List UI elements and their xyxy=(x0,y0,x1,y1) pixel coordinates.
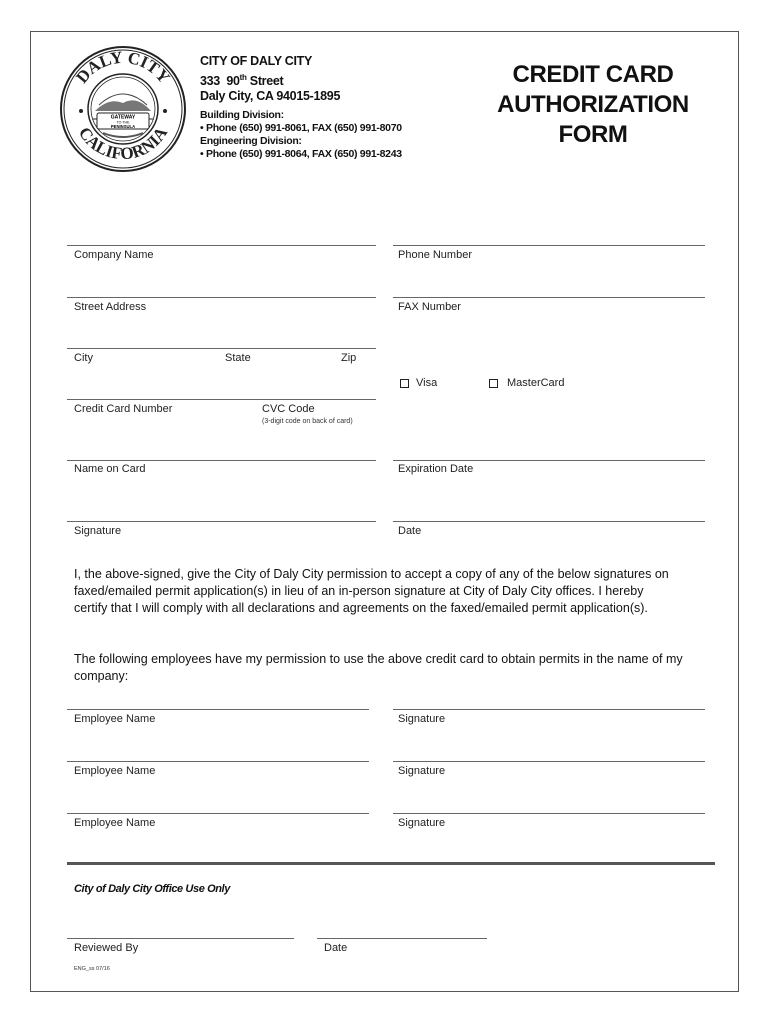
signature-line[interactable] xyxy=(67,521,376,522)
svg-text:CALIFORNIA: CALIFORNIA xyxy=(74,123,172,164)
employee-signature-line-3[interactable] xyxy=(393,813,705,814)
employee-name-line-3[interactable] xyxy=(67,813,369,814)
phone-number-label: Phone Number xyxy=(398,249,472,261)
form-title: CREDIT CARD AUTHORIZATION FORM xyxy=(497,61,689,148)
street-address-line[interactable] xyxy=(67,297,376,298)
zip-label: Zip xyxy=(341,352,357,364)
city-state-zip-line[interactable] xyxy=(67,348,376,349)
building-division-label: Building Division: xyxy=(200,108,284,121)
city-label: City xyxy=(74,352,93,364)
cvc-code-hint: (3-digit code on back of card) xyxy=(262,418,353,425)
employee-signature-label: Signature xyxy=(398,817,446,829)
reviewed-by-line[interactable] xyxy=(67,938,294,939)
expiration-date-line[interactable] xyxy=(393,460,705,461)
employee-signature-label: Signature xyxy=(398,765,446,777)
engineering-division-phone: • Phone (650) 991-8064, FAX (650) 991-8243 xyxy=(200,147,402,160)
svg-text:PENINSULA: PENINSULA xyxy=(110,124,136,129)
employee-permission-statement: The following employees have my permission to use the above credit card to obtain permits in the name of my company: xyxy=(74,652,683,683)
employee-signature-line-2[interactable] xyxy=(393,761,705,762)
office-use-divider xyxy=(67,862,715,865)
credit-card-number-label: Credit Card Number xyxy=(74,403,173,415)
fax-number-label: FAX Number xyxy=(398,301,461,313)
name-on-card-label: Name on Card xyxy=(74,463,146,475)
cvc-code-label: CVC Code xyxy=(262,403,315,415)
employee-name-label: Employee Name xyxy=(74,713,156,725)
office-date-line[interactable] xyxy=(317,938,487,939)
office-date-label: Date xyxy=(324,942,348,954)
fax-number-line[interactable] xyxy=(393,297,705,298)
visa-checkbox[interactable] xyxy=(400,379,409,388)
date-line[interactable] xyxy=(393,521,705,522)
office-use-heading: City of Daly City Office Use Only xyxy=(74,883,230,895)
city-state-zip: Daly City, CA 94015-1895 xyxy=(200,89,341,104)
street-line: 333 90th Street xyxy=(200,72,284,88)
date-label: Date xyxy=(398,525,422,537)
street-address-label: Street Address xyxy=(74,301,147,313)
credit-card-number-line[interactable] xyxy=(67,399,376,400)
visa-label: Visa xyxy=(416,377,438,389)
company-name-label: Company Name xyxy=(74,249,154,261)
mastercard-label: MasterCard xyxy=(507,377,565,389)
phone-number-line[interactable] xyxy=(393,245,705,246)
city-address-block xyxy=(200,54,402,161)
form-code: ENG_ss 07/16 xyxy=(74,966,110,972)
authorization-statement: I, the above-signed, give the City of Daly City permission to accept a copy of any of the below signatures on faxed/emailed permit application(s) in lieu of an in-person signature at City of Daly City offices. I hereby certify that I will comply with all declarations and agreements on the faxed/emailed permit application(s). xyxy=(74,567,669,615)
building-division-phone: • Phone (650) 991-8061, FAX (650) 991-8070 xyxy=(200,121,402,134)
employee-name-label: Employee Name xyxy=(74,765,156,777)
employee-signature-line-1[interactable] xyxy=(393,709,705,710)
expiration-date-label: Expiration Date xyxy=(398,463,474,475)
employee-name-line-2[interactable] xyxy=(67,761,369,762)
employee-signature-label: Signature xyxy=(398,713,446,725)
city-name: CITY OF DALY CITY xyxy=(200,54,313,68)
reviewed-by-label: Reviewed By xyxy=(74,942,139,954)
company-name-line[interactable] xyxy=(67,245,376,246)
engineering-division-label: Engineering Division: xyxy=(200,134,302,147)
signature-label: Signature xyxy=(74,525,122,537)
name-on-card-line[interactable] xyxy=(67,460,376,461)
page-border xyxy=(30,31,739,992)
svg-text:GATEWAY: GATEWAY xyxy=(110,114,136,121)
svg-text:TO THE: TO THE xyxy=(116,120,130,125)
employee-name-label: Employee Name xyxy=(74,817,156,829)
city-seal-logo xyxy=(59,45,187,173)
svg-text:DALY CITY: DALY CITY xyxy=(72,47,174,87)
mastercard-checkbox[interactable] xyxy=(489,379,498,388)
state-label: State xyxy=(225,352,251,364)
employee-name-line-1[interactable] xyxy=(67,709,369,710)
